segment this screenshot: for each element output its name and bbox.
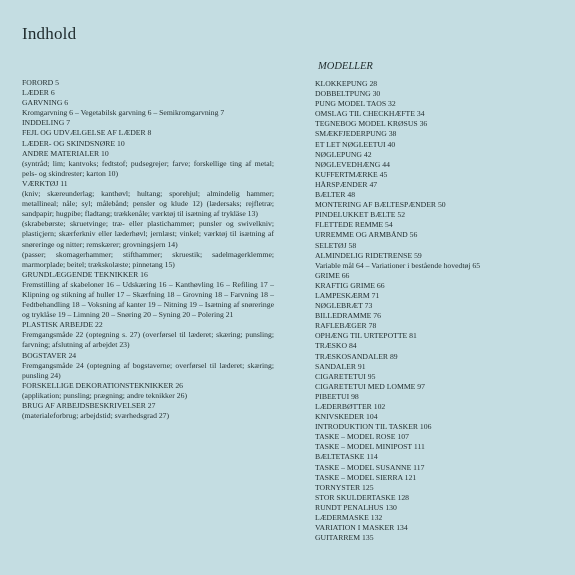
model-entry: CIGARETETUI 95	[315, 371, 376, 381]
toc-entry: GRUNDLÆGGENDE TEKNIKKER 16	[22, 269, 148, 279]
model-entry: DOBBELTPUNG 30	[315, 89, 381, 99]
model-entry: VARIATION I MASKER 134	[315, 523, 408, 533]
toc-entry: (materialeforbrug; arbejdstid; sværhedsgrad 27)	[22, 411, 170, 421]
model-entry: RUNDT PENALHUS 130	[315, 502, 397, 512]
toc-entry: BOGSTAVER 24	[22, 350, 77, 360]
model-entry: BÆLTETASKE 114	[315, 452, 378, 462]
toc-left-column	[22, 78, 274, 421]
model-entry: LÆDERMASKE 132	[315, 513, 383, 523]
toc-entry: (syntråd; lim; kantvoks; fedtstof; pudsegrejer; farve; forskellige ting af metal; pels- og skindrester; karton 10)	[22, 158, 274, 178]
toc-entry: PLASTISK ARBEJDE 22	[22, 320, 103, 330]
model-entry: KUFFERTMÆRKE 45	[315, 169, 388, 179]
model-entry: ET LET NØGLEETUI 40	[315, 139, 396, 149]
model-entry: STOR SKULDERTASKE 128	[315, 492, 410, 502]
toc-entry: (skrabebørste; skruetvinge; træ- eller plastichammer; punsler og swivelkniv; plastiçjern; skærferkniv eller læderhøvl; jernlæst; vinkel; værktøj til isætning af snøreringe og nitter; remskærer; grovningsjern 14)	[22, 219, 274, 249]
model-entry: TASKE – MODEL MINIPOST 111	[315, 442, 425, 452]
model-entry: RAFLEBÆGER 78	[315, 321, 377, 331]
model-entry: CIGARETETUI MED LOMME 97	[315, 381, 425, 391]
model-entry: MONTERING AF BÆLTESPÆNDER 50	[315, 200, 446, 210]
model-entry: TASKE – MODEL ROSE 107	[315, 432, 409, 442]
toc-entry: LÆDER 6	[22, 88, 55, 98]
toc-entry: FEJL OG UDVÆLGELSE AF LÆDER 8	[22, 128, 152, 138]
toc-entry: VÆRKTØJ 11	[22, 178, 68, 188]
model-entry: TASKE – MODEL SUSANNE 117	[315, 462, 425, 472]
toc-entry: (applikation; punsling; prægning; andre teknikker 26)	[22, 390, 188, 400]
model-entry: OPHÆNG TIL URTEPOTTE 81	[315, 331, 417, 341]
model-entry: TRÆSKO 84	[315, 341, 357, 351]
model-entry: INTRODUKTION TIL TASKER 106	[315, 422, 432, 432]
model-entry: Variable mål 64 – Variationer i bestående hovedtøj 65	[315, 260, 481, 270]
model-entry: KRAFTIG GRIME 66	[315, 280, 385, 290]
model-entry: BÆLTER 48	[315, 190, 356, 200]
model-entry: KNIVSKEDER 104	[315, 412, 378, 422]
model-entry: BILLEDRAMME 76	[315, 311, 381, 321]
model-entry: HÅRSPÆNDER 47	[315, 179, 378, 189]
toc-entry: ANDRE MATERIALER 10	[22, 148, 109, 158]
toc-entry: (passer; skomagerhammer; stifthammer; skruestik; sadelmagerklemme; marmorplade; beitel; trækskolæste; pinnetang 15)	[22, 249, 274, 269]
model-entry: SMÆKFJEDERPUNG 38	[315, 129, 397, 139]
model-entry: TRÆSKOSANDALER 89	[315, 351, 398, 361]
model-entry: ALMINDELIG RIDETRENSE 59	[315, 250, 422, 260]
toc-entry: (kniv; skæreunderlag; kanthøvl; hultang; sporehjul; almindelig hammer; metallineal; nåle; syl; målebånd; pensler og klude 12) (lædersaks; rejfletræ; sandpapir; hugpibe; fladtang; trækkenåle; værktøj til isætning af trykläse 13)	[22, 189, 274, 219]
model-entry: NØGLEVEDHÆNG 44	[315, 159, 390, 169]
model-entry: LÆDERBØTTER 102	[315, 402, 386, 411]
model-entry: NØGLEPUNG 42	[315, 149, 372, 159]
model-entry: KLOKKEPUNG 28	[315, 79, 378, 88]
toc-entry: FORORD 5	[22, 78, 59, 87]
toc-entry: Fremgangsmåde 22 (optegning s. 27) (overførsel til læderet; skæring; punsling; farvning; afslutning af arbejdet 23)	[22, 330, 274, 350]
toc-entry: Fremstilling af skabeloner 16 – Udskæring 16 – Kanthøvling 16 – Refiling 17 – Klipning og stikning af huller 17 – Skærfning 18 – Grovning 18 – Farvning 18 – Fedtbehandling 18 – Voksning af kanter 19 – Nitning 19 – Isætning af snøreringe og tryklåse 19 – Limning 20 – Snøring 20 – Syning 20 – Polering 21	[22, 279, 274, 320]
model-entry: SANDALER 91	[315, 361, 366, 371]
toc-entry: BRUG AF ARBEJDSBESKRIVELSER 27	[22, 401, 156, 410]
model-entry: GUITARREM 135	[315, 533, 374, 543]
model-entry: TORNYSTER 125	[315, 482, 374, 492]
page-title: Indhold	[22, 24, 77, 43]
model-entry: URREMME OG ARMBÅND 56	[315, 230, 418, 240]
toc-entry: INDDELING 7	[22, 118, 71, 128]
model-entry: PINDELUKKET BÆLTE 52	[315, 210, 406, 220]
model-entry: PUNG MODEL TAOS 32	[315, 99, 396, 109]
toc-entry: Fremgangsmåde 24 (optegning af bogstaverne; overførsel til læderet; skæring; punsling 24)	[22, 360, 274, 380]
toc-entry: GARVNING 6	[22, 98, 69, 108]
model-entry: LAMPESKÆRM 71	[315, 290, 380, 300]
model-entry: TEGNEBOG MODEL KRØSUS 36	[315, 119, 428, 129]
toc-entry: LÆDER- OG SKINDSNØRE 10	[22, 138, 125, 148]
model-entry: TASKE – MODEL SIERRA 121	[315, 472, 417, 482]
model-entry: SELETØJ 58	[315, 240, 357, 250]
model-entry: NØGLEBRÆT 73	[315, 301, 373, 311]
toc-entry: Kromgarvning 6 – Vegetabilsk garvning 6 – Semikromgarvning 7	[22, 108, 225, 118]
model-entry: FLETTEDE REMME 54	[315, 220, 393, 230]
model-entry: GRIME 66	[315, 270, 350, 280]
section-heading-modeller: MODELLER	[318, 61, 373, 72]
toc-right-column	[315, 60, 565, 543]
model-entry: OMSLAG TIL CHECKHÆFTE 34	[315, 109, 425, 119]
toc-entry: FORSKELLIGE DEKORATIONSTEKNIKKER 26	[22, 380, 184, 390]
model-entry: PIBEETUI 98	[315, 391, 359, 401]
models-list	[315, 79, 565, 543]
